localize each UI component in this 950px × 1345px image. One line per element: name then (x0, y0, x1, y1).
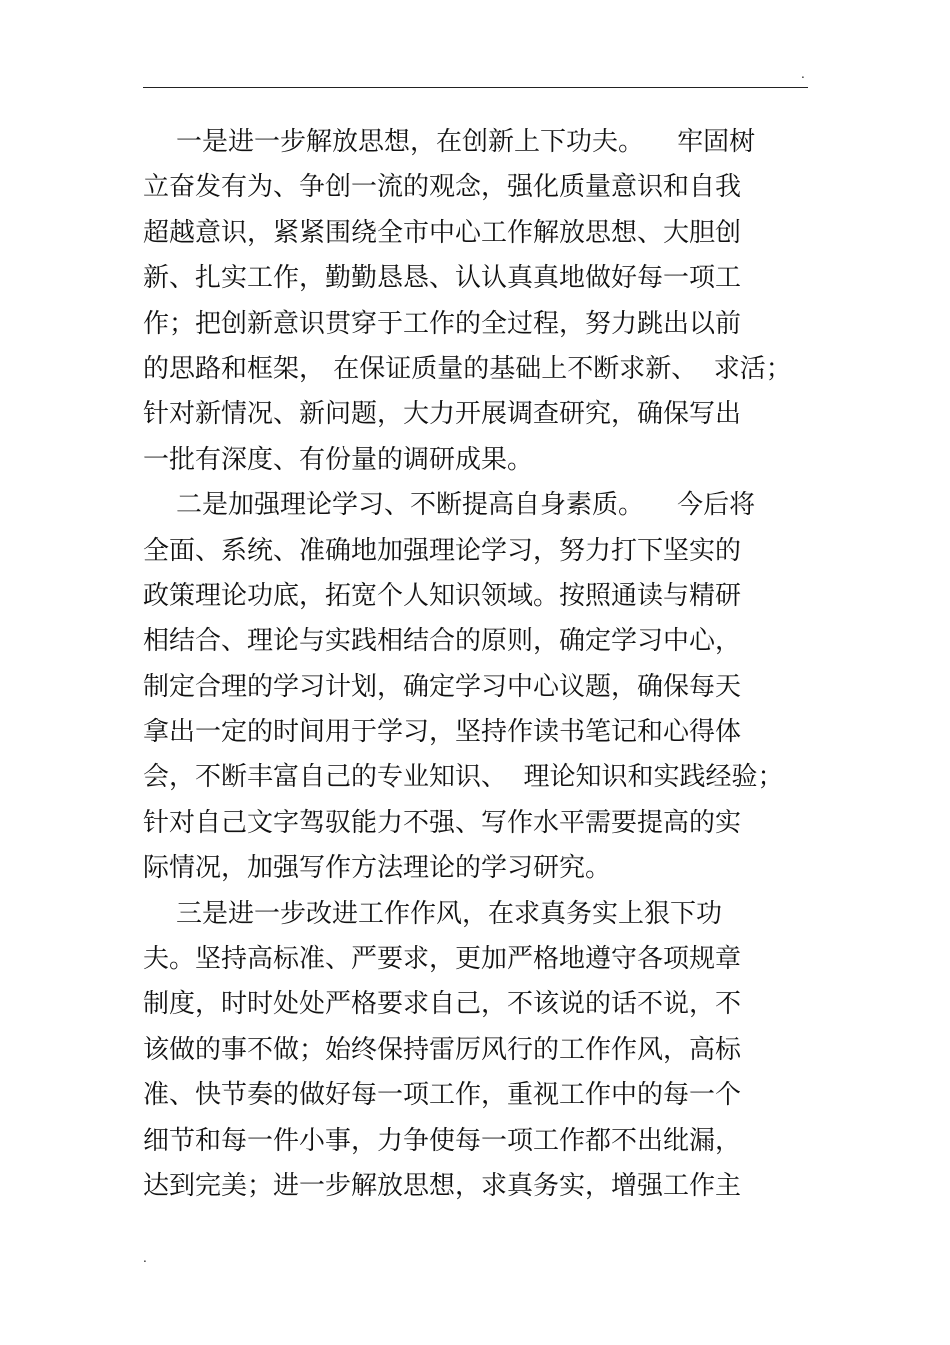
paragraph-line: 全面、系统、准确地加强理论学习，努力打下坚实的 (143, 535, 742, 566)
paragraph-line: 的思路和框架， 在保证质量的基础上不断求新、 求活； (143, 353, 792, 384)
footer-mark: . (143, 1251, 147, 1265)
paragraph-line: 针对新情况、新问题，大力开展调查研究，确保写出 (143, 399, 742, 430)
paragraph-2 (143, 483, 808, 892)
header-mark: . (801, 67, 805, 81)
paragraph-line: 超越意识，紧紧围绕全市中心工作解放思想、大胆创 (143, 217, 742, 248)
paragraph-line: 二是加强理论学习、不断提高自身素质。 今后将 (143, 490, 756, 521)
header-rule (143, 87, 808, 88)
document-body (143, 120, 808, 1209)
paragraph-line: 制度，时时处处严格要求自己，不该说的话不说，不 (143, 989, 742, 1020)
paragraph-line: 三是进一步改进工作作风，在求真务实上狠下功 (143, 898, 723, 929)
paragraph-line: 达到完美；进一步解放思想，求真务实，增强工作主 (143, 1170, 742, 1201)
paragraph-3 (143, 892, 808, 1210)
paragraph-line: 准、快节奏的做好每一项工作，重视工作中的每一个 (143, 1080, 742, 1111)
paragraph-line: 夫。坚持高标准、严要求，更加严格地遵守各项规章 (143, 944, 742, 975)
paragraph-line: 针对自己文字驾驭能力不强、写作水平需要提高的实 (143, 807, 742, 838)
paragraph-line: 际情况，加强写作方法理论的学习研究。 (143, 853, 612, 884)
paragraph-line: 细节和每一件小事，力争使每一项工作都不出纰漏， (143, 1125, 742, 1156)
paragraph-line: 作；把创新意识贯穿于工作的全过程，努力跳出以前 (143, 308, 742, 339)
paragraph-line: 拿出一定的时间用于学习，坚持作读书笔记和心得体 (143, 717, 742, 748)
paragraph-1 (143, 120, 808, 483)
paragraph-line: 新、扎实工作，勤勤恳恳、认认真真地做好每一项工 (143, 263, 742, 294)
paragraph-line: 制定合理的学习计划，确定学习中心议题，确保每天 (143, 671, 742, 702)
paragraph-line: 政策理论功底，拓宽个人知识领域。按照通读与精研 (143, 580, 742, 611)
paragraph-line: 会，不断丰富自己的专业知识、 理论知识和实践经验； (143, 762, 784, 793)
paragraph-line: 立奋发有为、争创一流的观念，强化质量意识和自我 (143, 172, 742, 203)
paragraph-line: 一是进一步解放思想，在创新上下功夫。 牢固树 (143, 127, 756, 157)
paragraph-line: 一批有深度、有份量的调研成果。 (143, 444, 534, 475)
paragraph-line: 该做的事不做；始终保持雷厉风行的工作作风，高标 (143, 1034, 742, 1065)
paragraph-line: 相结合、理论与实践相结合的原则，确定学习中心， (143, 626, 742, 657)
